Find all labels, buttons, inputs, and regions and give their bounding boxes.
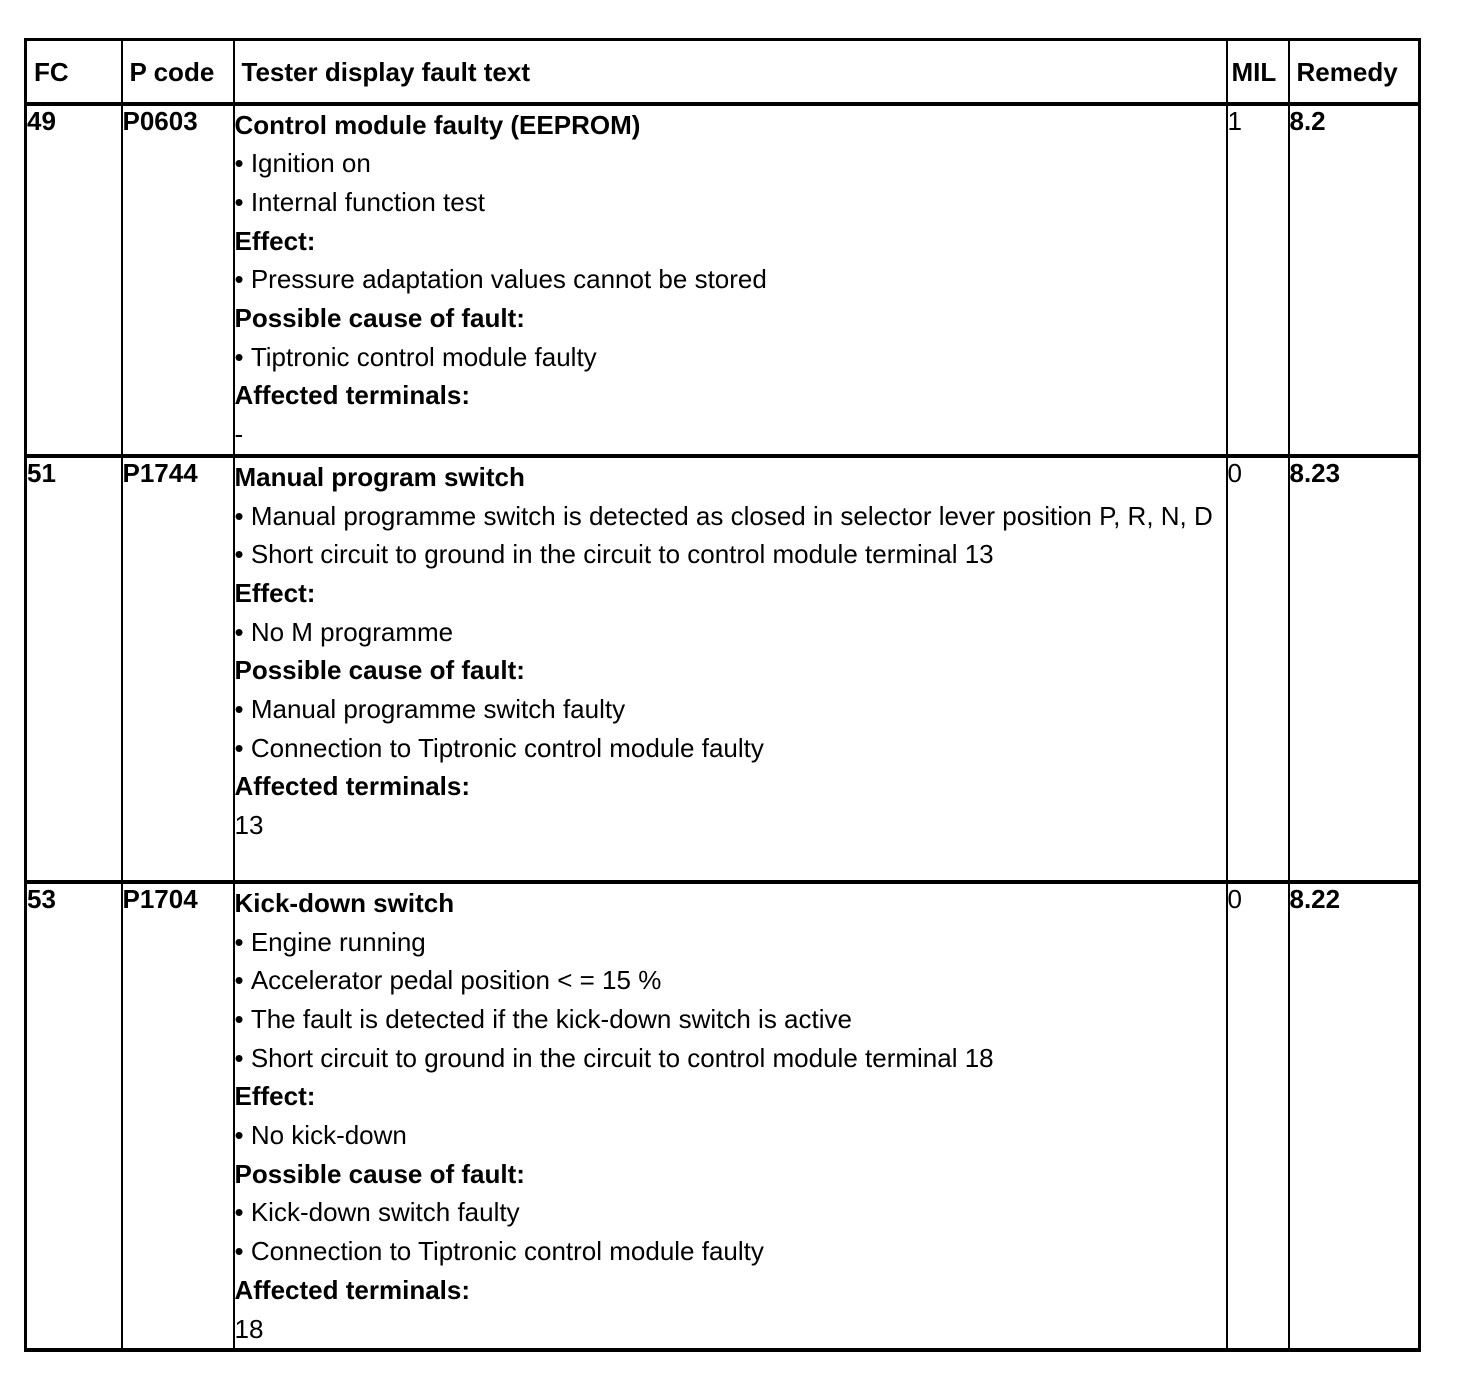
- fault-code: 51: [26, 456, 122, 882]
- table-header-row: [26, 40, 1420, 104]
- fault-title: Kick-down switch: [234, 887, 455, 918]
- terminals-value: -: [234, 419, 244, 450]
- table-row: [26, 882, 1420, 1350]
- cause-item: • Connection to Tiptronic control module faulty: [235, 729, 1226, 768]
- condition-item: • Short circuit to ground in the circuit to control module terminal 13: [235, 535, 1226, 574]
- header-fault-text: Tester display fault text: [234, 40, 1227, 104]
- mil-value: 1: [1227, 104, 1289, 456]
- effect-item: • No kick-down: [235, 1116, 1226, 1155]
- fault-description: [234, 882, 1227, 1350]
- fault-title: Manual program switch: [234, 461, 525, 492]
- header-pcode: P code: [122, 40, 234, 104]
- fault-description: [234, 456, 1227, 882]
- condition-item: • Short circuit to ground in the circuit to control module terminal 18: [235, 1039, 1226, 1078]
- cause-item: • Connection to Tiptronic control module faulty: [235, 1232, 1226, 1271]
- mil-value: 0: [1227, 882, 1289, 1350]
- effect-label: Effect:: [234, 225, 316, 256]
- condition-item: • Engine running: [235, 923, 1226, 962]
- condition-item: • Ignition on: [235, 144, 1226, 183]
- terminals-value: 18: [234, 1313, 264, 1344]
- condition-item: • Manual programme switch is detected as closed in selector lever position P, R, N, D: [235, 497, 1226, 536]
- effect-item: • Pressure adaptation values cannot be stored: [235, 260, 1226, 299]
- cause-label: Possible cause of fault:: [234, 303, 525, 334]
- table-row: [26, 104, 1420, 456]
- terminals-label: Affected terminals:: [234, 771, 470, 802]
- terminals-label: Affected terminals:: [234, 1274, 470, 1305]
- table-row: [26, 456, 1420, 882]
- header-fc: FC: [26, 40, 122, 104]
- cause-item: • Tiptronic control module faulty: [235, 338, 1226, 377]
- effect-label: Effect:: [234, 1081, 316, 1112]
- cause-label: Possible cause of fault:: [234, 655, 525, 686]
- header-mil: MIL: [1227, 40, 1289, 104]
- p-code: P1704: [122, 882, 234, 1350]
- terminals-value: 13: [234, 810, 264, 841]
- remedy-value: 8.2: [1289, 104, 1420, 456]
- fault-code-table: [24, 38, 1421, 1352]
- cause-label: Possible cause of fault:: [234, 1158, 525, 1189]
- mil-value: 0: [1227, 456, 1289, 882]
- effect-item: • No M programme: [235, 613, 1226, 652]
- p-code: P0603: [122, 104, 234, 456]
- cause-item: • Kick-down switch faulty: [235, 1193, 1226, 1232]
- condition-item: • Internal function test: [235, 183, 1226, 222]
- fault-description: [234, 104, 1227, 456]
- fault-code: 53: [26, 882, 122, 1350]
- remedy-value: 8.22: [1289, 882, 1420, 1350]
- p-code: P1744: [122, 456, 234, 882]
- header-remedy: Remedy: [1289, 40, 1420, 104]
- fault-code: 49: [26, 104, 122, 456]
- effect-label: Effect:: [234, 577, 316, 608]
- remedy-value: 8.23: [1289, 456, 1420, 882]
- terminals-label: Affected terminals:: [234, 380, 470, 411]
- cause-item: • Manual programme switch faulty: [235, 690, 1226, 729]
- condition-item: • The fault is detected if the kick-down switch is active: [235, 1000, 1226, 1039]
- condition-item: • Accelerator pedal position < = 15 %: [235, 961, 1226, 1000]
- fault-title: Control module faulty (EEPROM): [234, 109, 641, 140]
